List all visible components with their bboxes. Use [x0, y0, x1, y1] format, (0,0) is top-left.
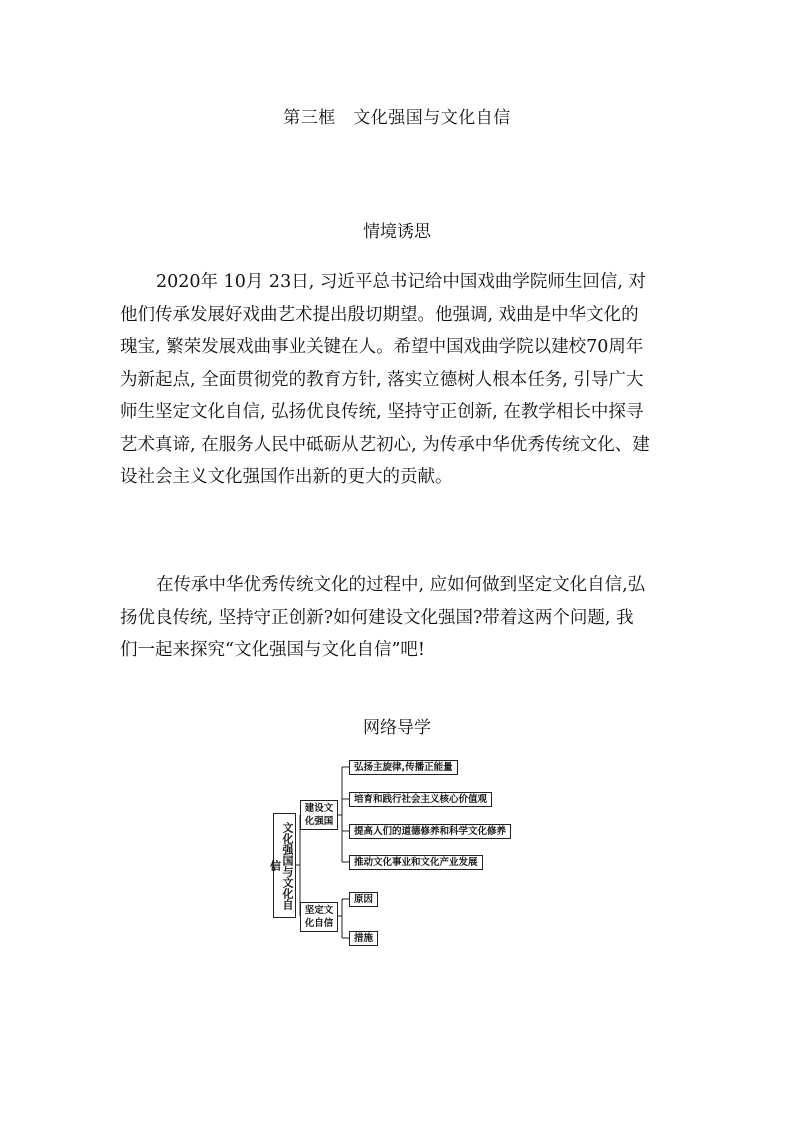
mindmap-leaf: 措施 — [349, 931, 378, 946]
paragraph-line: 师生坚定文化自信, 弘扬优良传统, 坚持守正创新, 在教学相长中探寻 — [120, 402, 644, 422]
section-heading-network: 网络导学 — [363, 718, 431, 738]
mindmap-leaf: 弘扬主旋律,传播正能量 — [349, 760, 458, 775]
mindmap-branch-build-culture: 建设文化强国 — [300, 800, 338, 830]
paragraph-line: 设社会主义文化强国作出新的更大的贡献。 — [120, 467, 453, 487]
paragraph-line: 艺术真谛, 在服务人民中砥砺从艺初心, 为传承中华优秀传统文化、建 — [120, 434, 650, 455]
paragraph-line: 2020年 10月 23日, 习近平总书记给中国戏曲学院师生回信, 对 — [156, 272, 646, 292]
mindmap-leaf: 提高人们的道德修养和科学文化修养 — [349, 824, 511, 839]
mindmap-root-box: 文化强国与文化自信 — [273, 813, 296, 918]
page-title: 第三框 文化强国与文化自信 — [283, 108, 511, 128]
mindmap-leaf: 原因 — [349, 892, 378, 907]
paragraph-line: 瑰宝, 繁荣发展戏曲事业关键在人。希望中国戏曲学院以建校70周年 — [120, 337, 644, 357]
paragraph-line: 为新起点, 全面贯彻党的教育方针, 落实立德树人根本任务, 引导广大 — [120, 369, 644, 390]
paragraph-line: 扬优良传统, 坚持守正创新?如何建设文化强国?带着这两个问题, 我 — [120, 607, 634, 628]
paragraph-line: 他们传承发展好戏曲艺术提出殷切期望。他强调, 戏曲是中华文化的 — [120, 304, 639, 325]
mindmap-branch-culture-confidence: 坚定文化自信 — [300, 902, 338, 932]
mindmap-leaf: 培育和践行社会主义核心价值观 — [349, 792, 492, 807]
paragraph-line: 们一起来探究“文化强国与文化自信”吧! — [120, 640, 425, 660]
paragraph-line: 在传承中华优秀传统文化的过程中, 应如何做到坚定文化自信,弘 — [156, 575, 646, 595]
mindmap-leaf: 推动文化事业和文化产业发展 — [349, 855, 483, 870]
section-heading-situation: 情境诱思 — [363, 222, 431, 242]
